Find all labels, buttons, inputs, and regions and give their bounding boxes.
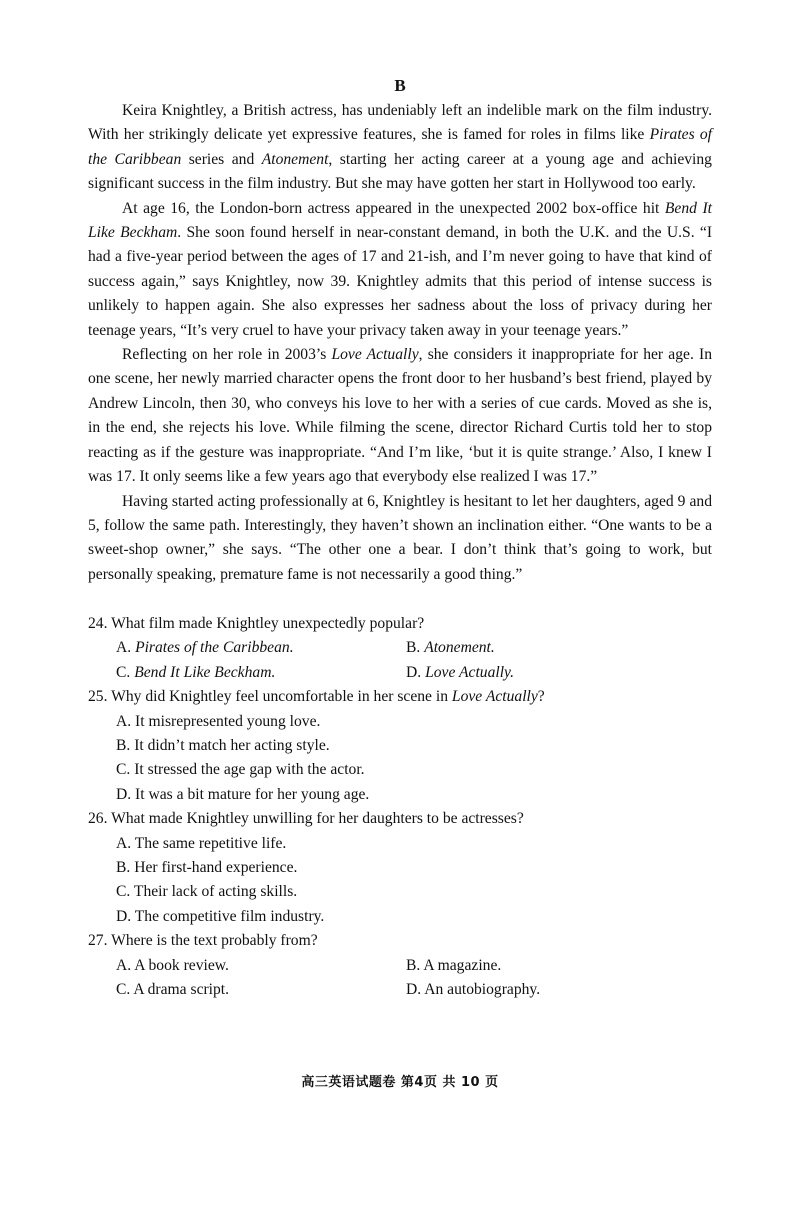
text-run: Having started acting professionally at 6, Knightley is hesitant to let her daughters, aged 9 and 5, follow the same path. Interestingly, they haven’t shown an inclination either. “One wants to be a sweet-shop owner,” she says. “The other one a bear. I don’t think that’s going to work, but personally speaking, premature fame is not necessarily a good thing.” [88, 492, 712, 583]
option-a: A. The same repetitive life. [116, 834, 287, 852]
film-title: Bend It Like Beckham [88, 199, 712, 242]
option-c: C. Their lack of acting skills. [116, 883, 298, 901]
question-27 [88, 929, 712, 1002]
option-text: Bend It Like Beckham. [134, 663, 276, 681]
text-run: ? [537, 688, 545, 706]
text-run: . She soon found herself in near-constant demand, in both the U.K. and the U.S. “I had a five-year period between the ages of 17 and 21-ish, and I’m never going to have that kind of success again,” says Knightley, now 39. Knightley admits that this period of intense success is unlikely to happen again. She also expresses her sadness about the loss of privacy during her teenage years, “It’s very cruel to have your privacy taken away in your teenage years.” [88, 224, 713, 339]
question-24 [88, 612, 712, 685]
option-label: B. [406, 639, 425, 657]
film-title: Atonement [261, 150, 329, 168]
option-b: B. A magazine. [406, 956, 502, 974]
text-run: 25. Why did Knightley feel uncomfortable in her scene in [88, 688, 452, 706]
film-title: Love Actually [331, 346, 419, 364]
option-label: A. [116, 639, 136, 657]
option-d: D. An autobiography. [406, 981, 541, 999]
option-label: D. [406, 663, 426, 681]
passage-paragraph-3 [88, 343, 712, 489]
film-title: Pirates of the Caribbean [88, 126, 713, 168]
option-label: C. [116, 663, 135, 681]
passage-paragraph-2 [88, 197, 712, 343]
option-b: B. It didn’t match her acting style. [116, 737, 330, 755]
passage-paragraph-4 [88, 490, 712, 588]
option-b [406, 636, 696, 660]
film-title: Love Actually [451, 688, 538, 706]
option-d: D. The competitive film industry. [116, 907, 325, 925]
option-text: Pirates of the Caribbean. [135, 639, 294, 657]
text-run: Reflecting on her role in 2003’s [122, 346, 332, 364]
question-26 [88, 807, 712, 929]
text-run: , she considers it inappropriate for her age. In one scene, her newly married character opens the front door to her husband’s best friend, played by Andrew Lincoln, then 30, who conveys his love to her with a series of cue cards. Moved as she is, in the end, she rejects his love. While filming the scene, director Richard Curtis told her to stop reacting as if the gesture was inappropriate. “And I’m like, ‘but it is quite strange.’ Also, I knew I was 17. It only seems like a few years ago that everybody else realized I was 17.” [88, 346, 713, 486]
option-a [116, 636, 406, 660]
question-list [88, 612, 712, 1003]
option-text: Love Actually. [425, 663, 514, 681]
answer-options [88, 832, 712, 930]
text-run: Keira Knightley, a British actress, has undeniably left an indelible mark on the film industry. With her strikingly delicate yet expressive features, she is famed for roles in films like [88, 102, 712, 144]
option-c: C. A drama script. [116, 981, 230, 999]
question-25 [88, 685, 712, 807]
option-a: A. A book review. [116, 956, 229, 974]
question-stem: 24. What film made Knightley unexpectedly popular? [88, 615, 425, 632]
option-c: C. It stressed the age gap with the actor. [116, 761, 365, 779]
option-c [116, 661, 406, 685]
question-stem: 26. What made Knightley unwilling for her daughters to be actresses? [88, 810, 524, 828]
text-run: series and [181, 150, 262, 168]
question-stem [88, 685, 712, 709]
option-a: A. It misrepresented young love. [116, 712, 321, 730]
reading-passage [88, 99, 712, 587]
passage-paragraph-1 [88, 99, 712, 197]
option-b: B. Her first-hand experience. [116, 859, 298, 877]
option-d [406, 661, 696, 685]
page-footer: 高三英语试题卷 第4页 共 10 页 [301, 1075, 499, 1090]
option-text: Atonement. [424, 639, 495, 657]
section-heading: B [394, 76, 406, 95]
answer-options [88, 636, 712, 685]
text-run: , starting her acting career at a young age and achieving significant success in the film industry. But she may have gotten her start in Hollywood too early. [88, 150, 712, 193]
text-run: At age 16, the London-born actress appeared in the unexpected 2002 box-office hit [122, 199, 665, 217]
option-d: D. It was a bit mature for her young age. [116, 785, 370, 803]
answer-options [88, 954, 712, 1003]
answer-options [88, 710, 712, 808]
question-stem: 27. Where is the text probably from? [88, 932, 318, 950]
